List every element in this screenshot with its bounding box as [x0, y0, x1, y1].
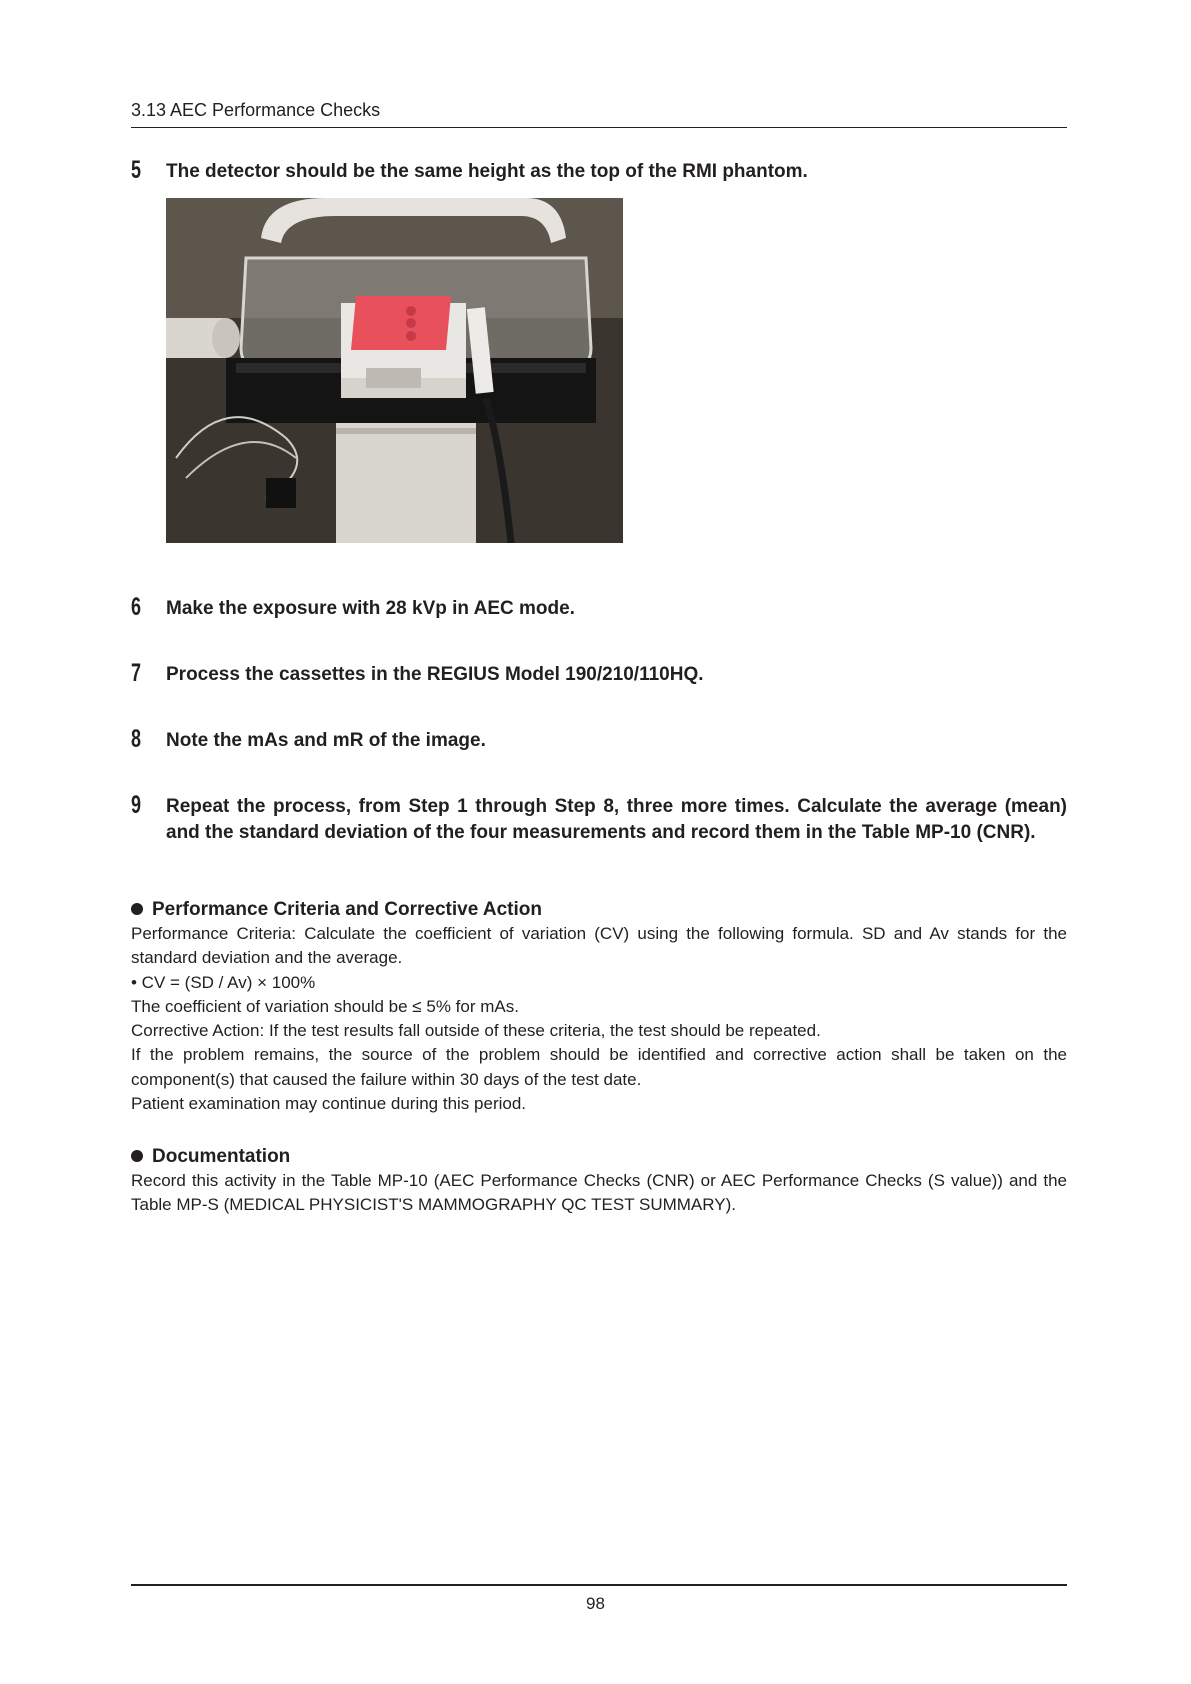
step-number: 8: [131, 725, 142, 753]
step-7: [131, 659, 1067, 688]
documentation-title: Documentation: [152, 1146, 291, 1167]
criteria-line: Performance Criteria: Calculate the coefficient of variation (CV) using the following formula. SD and Av stands for the standard deviation and the average.: [131, 924, 1067, 968]
page-number: 98: [586, 1594, 605, 1613]
step-text: Repeat the process, from Step 1 through Step 8, three more times. Calculate the average (mean) and the standard deviation of the four measurements and record them in the Table MP-10 (CNR).: [166, 796, 1067, 843]
step-number: 7: [131, 659, 142, 687]
criteria-body: [131, 922, 1067, 1116]
phantom-photo: [166, 198, 623, 543]
formula-line: • CV = (SD / Av) × 100%: [131, 972, 316, 992]
step-text: The detector should be the same height as the top of the RMI phantom.: [166, 161, 808, 182]
documentation-heading: [131, 1146, 290, 1168]
header-divider: [131, 127, 1067, 128]
step-8: [131, 725, 1067, 754]
section-header: 3.13 AEC Performance Checks: [131, 100, 381, 120]
step-5: [131, 156, 1067, 185]
step-text: Process the cassettes in the REGIUS Model 190/210/110HQ.: [166, 664, 704, 685]
criteria-line: Corrective Action: If the test results fall outside of these criteria, the test should be repeated.: [131, 1021, 821, 1041]
criteria-line: If the problem remains, the source of the problem should be identified and corrective action shall be taken on the component(s) that caused the failure within 30 days of the test date.: [131, 1045, 1067, 1089]
step-6: [131, 593, 1067, 622]
bullet-icon: [131, 903, 143, 915]
footer-divider: [131, 1584, 1067, 1586]
criteria-line: Patient examination may continue during this period.: [131, 1094, 527, 1114]
step-number: 9: [131, 791, 142, 819]
bullet-icon: [131, 1150, 143, 1162]
documentation-text: Record this activity in the Table MP-10 (AEC Performance Checks (CNR) or AEC Performance Checks (S value)) and the Table MP-S (MEDICAL PHYSICIST'S MAMMOGRAPHY QC TEST SUMMARY).: [131, 1171, 1067, 1215]
step-text: Make the exposure with 28 kVp in AEC mode.: [166, 598, 575, 619]
criteria-title: Performance Criteria and Corrective Action: [152, 899, 542, 920]
step-9: [131, 791, 1067, 846]
step-number: 6: [131, 593, 142, 621]
criteria-line: The coefficient of variation should be ≤ 5% for mAs.: [131, 996, 519, 1016]
step-text: Note the mAs and mR of the image.: [166, 730, 486, 751]
documentation-body: [131, 1169, 1067, 1218]
criteria-heading: [131, 899, 542, 921]
step-number: 5: [131, 156, 142, 184]
